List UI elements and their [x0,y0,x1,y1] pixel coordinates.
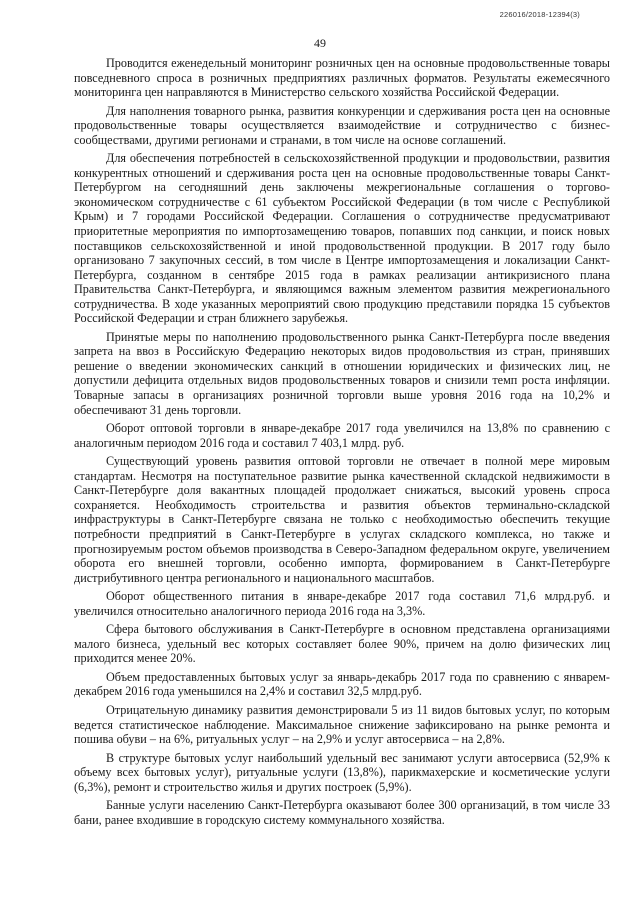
paragraph-bath-services: Банные услуги населению Санкт-Петербурга оказывают более 300 организаций, в том числе 33 бани, ранее входившие в городскую систему коммунального хозяйства. [74,798,610,827]
paragraph-catering-turnover: Оборот общественного питания в январе-декабре 2017 года составил 71,6 млрд.руб. и увеличился относительно аналогичного периода 2016 года на 3,3%. [74,589,610,618]
paragraph-market-cooperation: Для наполнения товарного рынка, развития конкуренции и сдерживания роста цен на основные продовольственные товары осуществляется взаимодействие и сотрудничество с бизнес-сообществами, другими регионами и странами, в том числе на основе соглашений. [74,103,610,147]
paragraph-wholesale-turnover: Оборот оптовой торговли в январе-декабре 2017 года увеличился на 13,8% по сравнению с аналогичным периодом 2016 года и составил 7 403,1 млрд. руб. [74,421,610,450]
document-registration-number: 226016/2018-12394(3) [499,10,580,19]
page-number: 49 [314,36,326,50]
paragraph-consumer-services-volume: Объем предоставленных бытовых услуг за январь-декабрь 2017 года по сравнению с январем-декабрем 2016 года уменьшился на 2,4% и составил 32,5 млрд.руб. [74,669,610,699]
paragraph-wholesale-development: Существующий уровень развития оптовой торговли не отвечает в полной мере мировым стандартам. Несмотря на поступательное развитие рынка качественной складской недвижимости в Санкт-Петербурге доля вакантных площадей продолжает снижаться, высокий уровень спроса сохраняется. Необходимость строительства и развития объектов терминально-складской инфраструктуры в Санкт-Петербурге связана не только с необходимостью обеспечить текущие потребности предприятий в Санкт-Петербурге в услугах складского комплекса, но также и прогнозируемым ростом объемов производства в Северо-Западном федеральном округе, увеличением оборота его внешней торговли, особенно импорта, формированием в Санкт-Петербурге дистрибутивного центра регионального и национального масштабов. [74,454,610,585]
document-body [74,56,610,831]
paragraph-negative-dynamics: Отрицательную динамику развития демонстрировали 5 из 11 видов бытовых услуг, по которым ведется статистическое наблюдение. Максимальное снижение зафиксировано на рынке ремонта и пошива обуви – на 6%, ритуальных услуг – на 2,9% и услуг автосервиса – на 2,8%. [74,702,610,747]
paragraph-retail-price-monitoring: Проводится еженедельный мониторинг розничных цен на основные продовольственные товары повседневного спроса в розничных предприятиях различных форматов. Результаты ежемесячного мониторинга цен направляются в Министерство сельского хозяйства Российской Федерации. [74,56,610,100]
paragraph-consumer-services-sector: Сфера бытового обслуживания в Санкт-Петербурге в основном представлена организациями малого бизнеса, удельный вес которых составляет более 90%, причем на долю физических лиц приходится менее 20%. [74,622,610,666]
paragraph-interregional-agreements: Для обеспечения потребностей в сельскохозяйственной продукции и продовольствии, развития конкурентных отношений и сдерживания роста цен на основные продовольственные товары Санкт-Петербургом на сегодняшний день заключены межрегиональные соглашения о торгово-экономическом сотрудничестве с 61 субъектом Российской Федерации (в том числе с Республикой Крым) и 7 городами Российской Федерации. Соглашения о сотрудничестве предусматривают приоритетные мероприятия по импортозамещению товаров, попавших под санкции, и поиск новых поставщиков сельскохозяйственной и иной продовольственной продукции. В 2017 году было организовано 7 закупочных сессий, в том числе в Центре импортозамещения и локализации Санкт-Петербурга, созданном в сентябре 2015 года в рамках реализации антикризисного плана Правительства Санкт-Петербурга, и являющимся важным элементом развития межрегионального сотрудничества. В ходе указанных мероприятий свою продукцию представили порядка 15 субъектов Российской Федерации и стран ближнего зарубежья. [74,151,610,326]
paragraph-food-market-measures: Принятые меры по наполнению продовольственного рынка Санкт-Петербурга после введения запрета на ввоз в Российскую Федерацию некоторых видов продовольствия из стран, принявших решение о введении экономических санкций в отношении юридических и физических лиц, не допустили дефицита отдельных видов продовольственных товаров и снизили темп роста инфляции. Товарные запасы в организациях розничной торговли выше уровня 2016 года на 10,2% и обеспечивают 31 день торговли. [74,329,610,417]
paragraph-services-structure: В структуре бытовых услуг наибольший удельный вес занимают услуги автосервиса (52,9% к объему всех бытовых услуг), ритуальные услуги (13,8%), парикмахерские и косметические услуги (6,3%), ремонт и строительство жилья и других построек (5,9%). [74,750,610,794]
